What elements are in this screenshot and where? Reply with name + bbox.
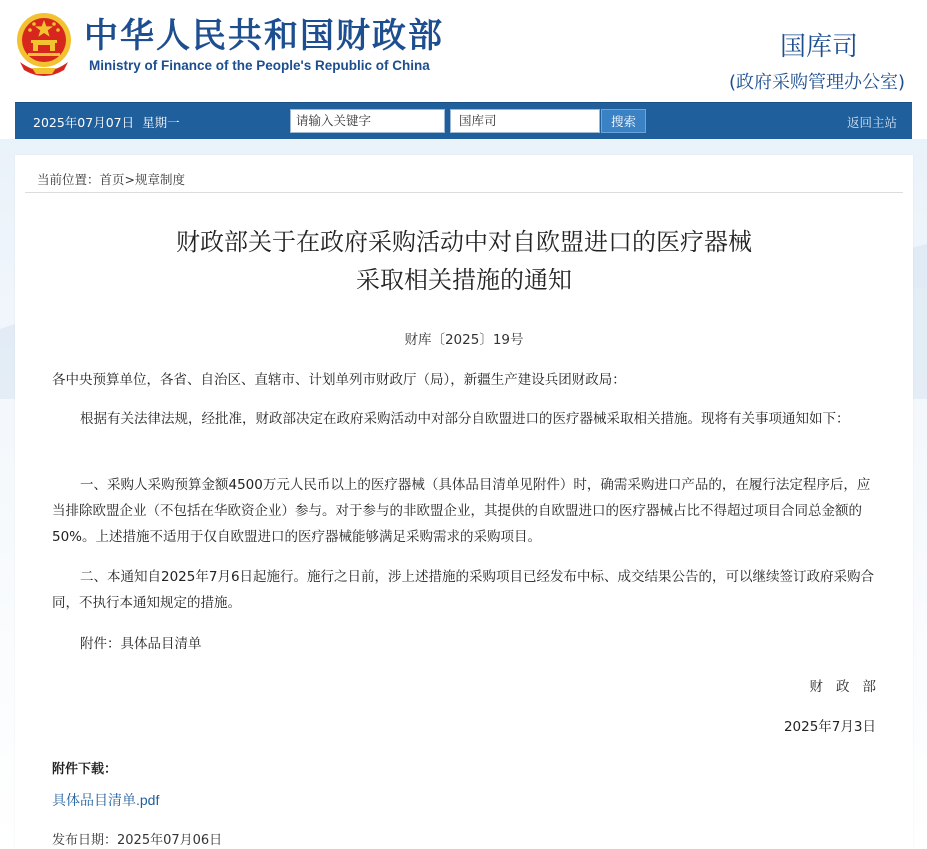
department-subtitle: (政府采购管理办公室) [728, 72, 905, 93]
department-name: 国库司 [779, 32, 858, 62]
national-emblem-icon [14, 10, 74, 76]
addressee-paragraph: 各中央预算单位，各省、自治区、直辖市、计划单列市财政厅（局），新疆生产建设兵团财政局： [52, 372, 626, 388]
search-input[interactable]: 请输入关键字 [290, 109, 445, 133]
site-header [0, 0, 927, 102]
intro-paragraph: 根据有关法律法规，经批准，财政部决定在政府采购活动中对部分自欧盟进口的医疗器械采取相关措施。现将有关事项通知如下： [80, 411, 850, 427]
breadcrumb-divider [25, 192, 903, 193]
publish-date: 发布日期：2025年07月06日 [52, 833, 223, 848]
signature [809, 675, 889, 695]
return-home-link[interactable]: 返回主站 [846, 115, 897, 130]
clause-one-paragraph: 一、采购人采购预算金额4500万元人民币以上的医疗器械（具体品目清单见附件）时，确需采购进口产品的，在履行法定程序后，应当排除欧盟企业（不包括在华欧资企业）参与。对于参与的非欧盟企业，其提供的自欧盟进口的医疗器械占比不得超过项目合同总金额的50%。上述措施不适用于仅自欧盟进口的医疗器械能够满足采购需求的采购项目。 [52, 477, 871, 545]
site-title-en: Ministry of Finance of the People's Republic of China [89, 58, 430, 73]
site-title-cn: 中华人民共和国财政部 [84, 16, 444, 56]
attachment-pdf-link[interactable]: 具体品目清单.pdf [52, 792, 160, 808]
attachment-note: 附件：具体品目清单 [80, 636, 202, 652]
signature-text: 财政部 [809, 679, 889, 695]
title-line-2: 采取相关措施的通知 [356, 266, 572, 294]
top-navbar [15, 102, 912, 140]
article-card [15, 155, 913, 849]
current-date [33, 113, 188, 131]
search-button[interactable]: 搜索 [601, 109, 646, 133]
date-text: 2025年07月07日 [33, 115, 135, 130]
search-scope-select[interactable]: 国库司 [450, 109, 600, 133]
page-title [15, 223, 913, 299]
breadcrumb: 当前位置：首页>规章制度 [37, 172, 185, 187]
signing-date: 2025年7月3日 [783, 719, 876, 735]
weekday-text: 星期一 [142, 115, 180, 130]
attachment-download-heading: 附件下载： [52, 762, 118, 777]
document-number: 财库〔2025〕19号 [404, 332, 524, 348]
title-line-1: 财政部关于在政府采购活动中对自欧盟进口的医疗器械 [176, 228, 752, 256]
clause-two-paragraph: 二、本通知自2025年7月6日起施行。施行之日前，涉上述措施的采购项目已经发布中标、成交结果公告的，可以继续签订政府采购合同，不执行本通知规定的措施。 [52, 569, 875, 611]
